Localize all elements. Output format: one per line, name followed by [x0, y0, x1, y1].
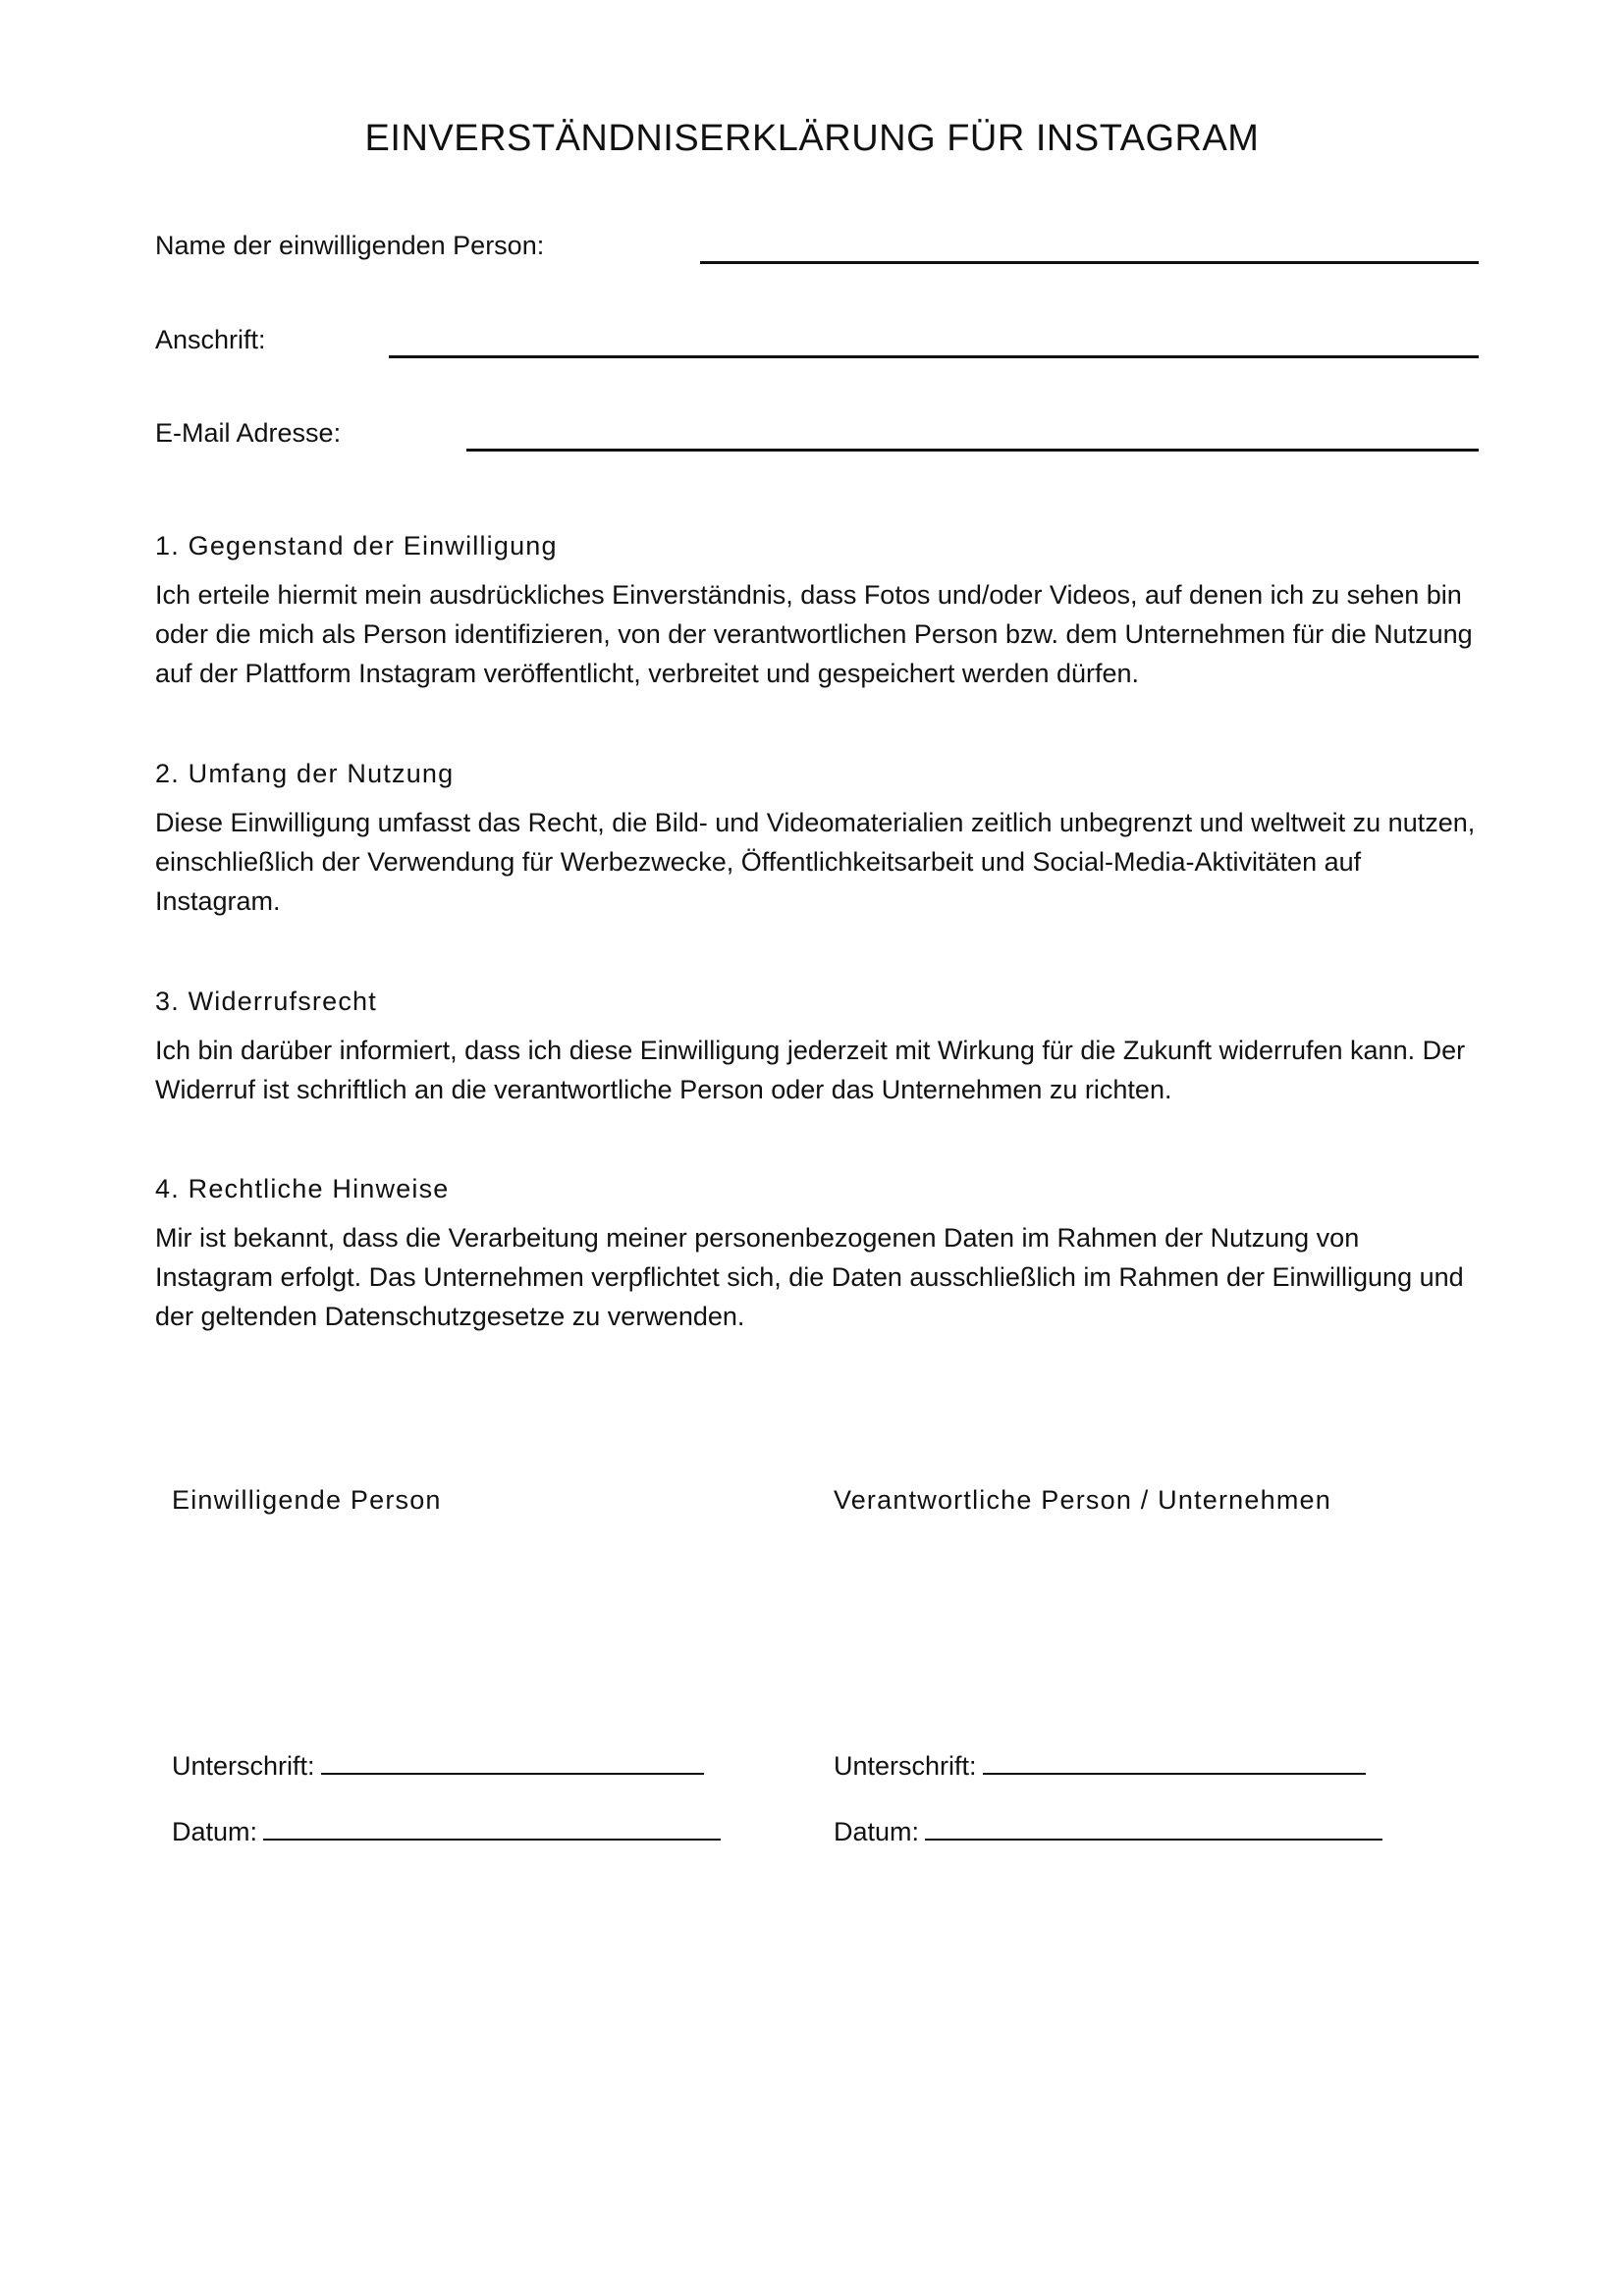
signature-heading-responsible-party: Verantwortliche Person / Unternehmen [834, 1485, 1331, 1515]
right-date-label: Datum: [834, 1817, 920, 1846]
section-body: Ich erteile hiermit mein ausdrückliches Einverständnis, dass Fotos und/oder Videos, auf denen ich zu sehen bin oder die mich als Person identifizieren, von der verantwortlichen Person bzw. dem Unternehmen für die Nutzung auf der Plattform Instagram veröffentlicht, verbreitet und gespeichert werden dürfen. [155, 580, 1473, 688]
left-date-line[interactable] [263, 1813, 721, 1841]
left-date-label: Datum: [172, 1817, 258, 1846]
section-revocation [155, 987, 1481, 1109]
right-signature-line[interactable] [983, 1747, 1366, 1775]
section-body: Mir ist bekannt, dass die Verarbeitung meiner personenbezogenen Daten im Rahmen der Nutzung von Instagram erfolgt. Das Unternehmen verpflichtet sich, die Daten ausschließlich im Rahmen der Einwilligung und der geltenden Datenschutzgesetze zu verwenden. [155, 1223, 1464, 1331]
section-heading: 2. Umfang der Nutzung [155, 759, 455, 788]
signature-heading-consenting-person: Einwilligende Person [172, 1485, 442, 1515]
section-heading: 1. Gegenstand der Einwilligung [155, 531, 558, 561]
section-subject [155, 531, 1481, 693]
name-field-label: Name der einwilligenden Person: [155, 231, 545, 260]
section-body: Ich bin darüber informiert, dass ich diese Einwilligung jederzeit mit Wirkung für die Zukunft widerrufen kann. Der Widerruf ist schriftlich an die verantwortliche Person oder das Unternehmen zu richten. [155, 1036, 1466, 1104]
section-scope [155, 759, 1481, 921]
right-date-row [834, 1813, 1382, 1847]
address-field-line[interactable] [389, 355, 1479, 358]
right-date-line[interactable] [925, 1813, 1382, 1841]
right-signature-label: Unterschrift: [834, 1751, 977, 1781]
email-field-label: E-Mail Adresse: [155, 418, 342, 448]
left-date-row [172, 1813, 721, 1847]
name-field-line[interactable] [700, 261, 1479, 264]
section-body: Diese Einwilligung umfasst das Recht, die Bild- und Videomaterialien zeitlich unbegrenzt und weltweit zu nutzen, einschließlich der Verwendung für Werbezwecke, Öffentlichkeitsarbeit und Social-Media-Aktivitäten auf Instagram. [155, 808, 1476, 916]
document-title: EINVERSTÄNDNISERKLÄRUNG FÜR INSTAGRAM [364, 118, 1260, 159]
address-field-label: Anschrift: [155, 325, 266, 354]
left-signature-line[interactable] [321, 1747, 704, 1775]
email-field-line[interactable] [466, 449, 1479, 452]
section-legal-notes [155, 1174, 1481, 1336]
right-signature-row [834, 1747, 1366, 1782]
section-heading: 3. Widerrufsrecht [155, 987, 377, 1016]
section-heading: 4. Rechtliche Hinweise [155, 1174, 450, 1203]
left-signature-row [172, 1747, 704, 1782]
left-signature-label: Unterschrift: [172, 1751, 315, 1781]
